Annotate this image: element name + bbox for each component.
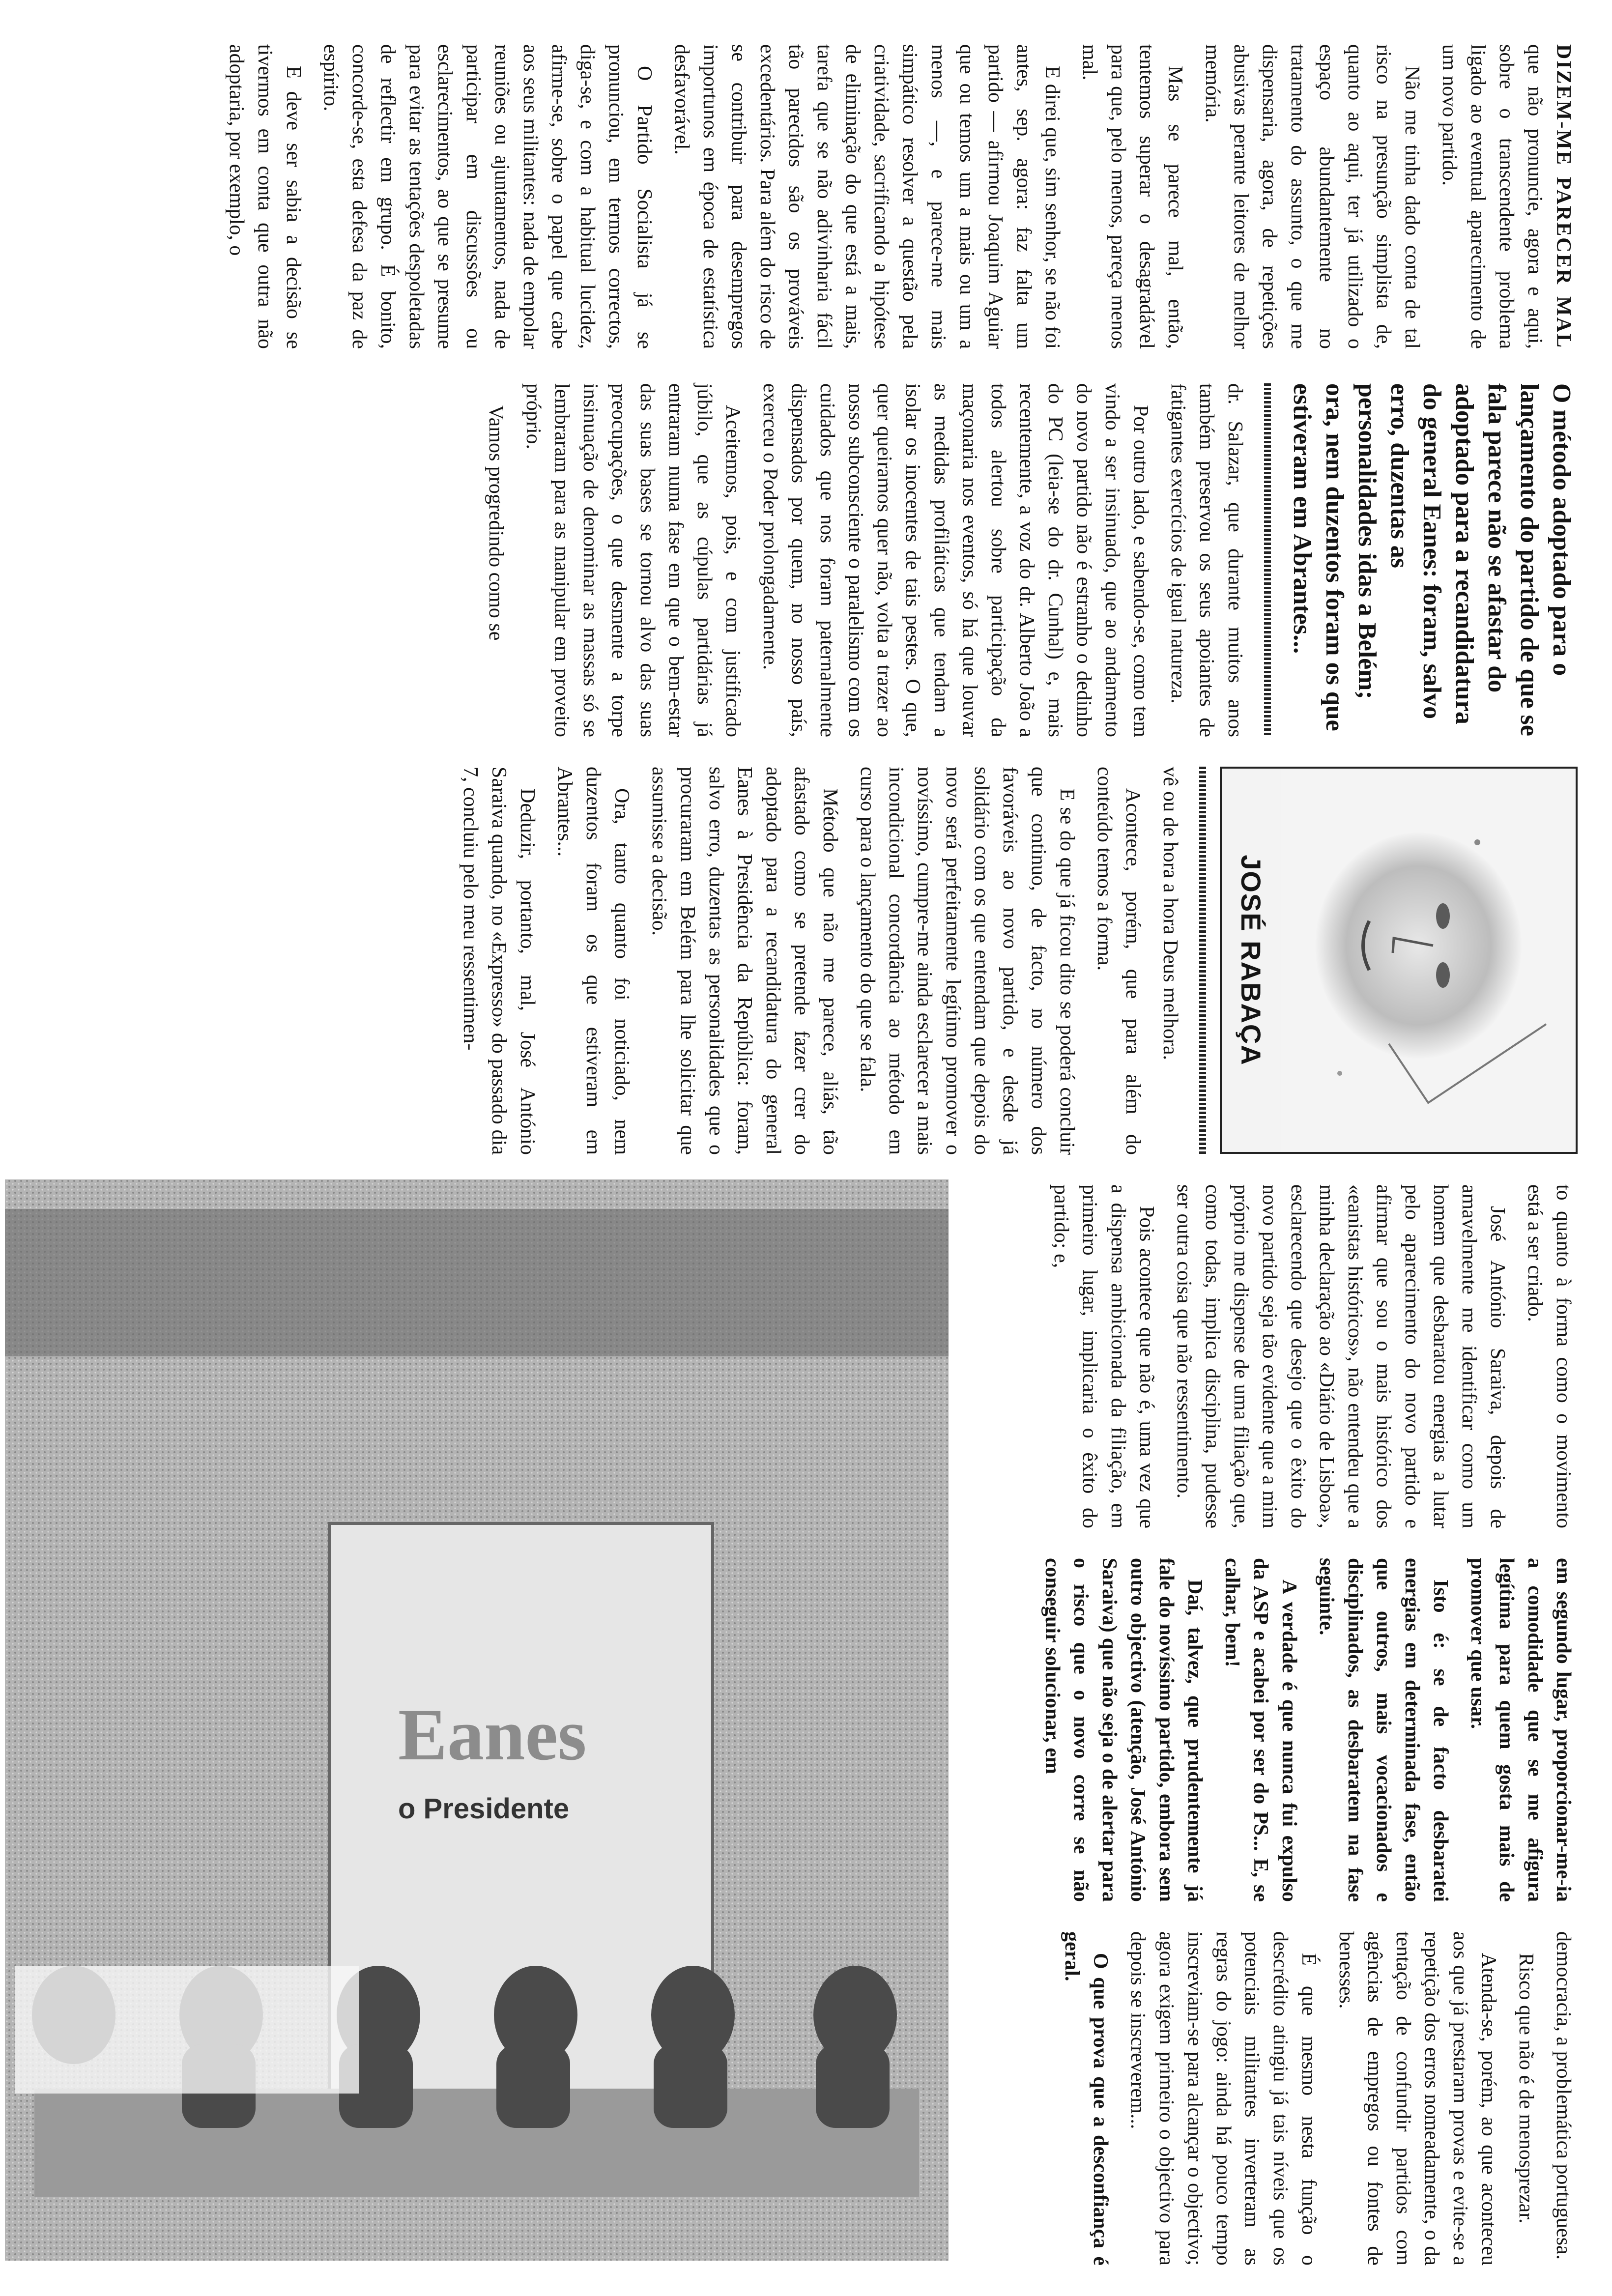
- paragraph: Atenda-se, porém, ao que aconteceu aos que já prestaram provas e evite-se a repetição dos erros nomeadamente, o da tentação de confundir partidos com agências de empregos ou fontes de benesses.: [1335, 1931, 1500, 2266]
- byline-divider: [1199, 767, 1206, 1155]
- paragraph: E deve ser sabia a decisão se tivermos em conta que outra não adoptaria, por exemplo, o: [225, 44, 305, 349]
- article-column-6: [973, 1931, 1578, 2266]
- table: [34, 2089, 919, 2197]
- paragraph: E direi que, sim senhor, se não foi antes, sep. agora: faz falta um partido — afirmou Joaquim Aguiar que ou temos um a mais ou um a menos —, e parece-me mais simpático resolver a questão pela criatividade, sacrificando a hipótese de eliminação do que está a mais, tarefa que se não adivinharia fácil tão parecidos são os prováveis excedentários. Para além do risco de se contribuir para desempregos importunos em época de estatística desfavorável.: [670, 44, 1064, 349]
- paragraph: dr. Salazar, que durante muitos anos também preservou os seus apoiantes de fatigantes exercícios de igual natureza.: [1167, 383, 1246, 737]
- paragraph: Aceitemos, pois, e com justificado júbilo, que as cúpulas partidárias já entraram numa fase em que o bem-estar das suas bases se tornou alvo das suas preocupações, o que desmente a torpe insinuação de denominar as massas só se lembraram para as manipular em proveito próprio.: [522, 383, 744, 737]
- closing-paragraph: O que prova que a desconfiança é geral.: [1061, 1931, 1112, 2266]
- pull-quote: O método adoptado para o lançamento do partido de que se fala parece não se afastar do adoptado para a recandidatura do general Eanes: foram, salvo erro, duzentas as personalidades idas a Belém; ora, nem duzentos foram os que estiveram em Abrantes...: [1288, 383, 1576, 736]
- paragraph: José António Saraiva, depois de amavelmente me identificar como um homem que desbaratou energias a lutar pelo aparecimento do novo partido e afirmar que sou o mais histórico dos «eanistas históricos», não entendeu que a minha declaração ao «Diário de Lisboa», esclarecendo que desejo que o êxito do novo partido seja tão evidente que a mim próprio me dispense de uma filiação que, como todas, implica disciplina, pudesse ser outra coisa que não ressentimento.: [1173, 1184, 1509, 1528]
- article-column-1: [213, 44, 1578, 349]
- paragraph: É que mesmo nesta função o descrédito atingiu já tais níveis que os potenciais militantes inverteram as regras do jogo: ainda há pouco tempo inscreviam-se para alcançar o objectivo; agora exigem primeiro o objectivo para depois se inscreverem...: [1126, 1931, 1320, 2266]
- column-divider: [1264, 383, 1271, 737]
- paragraph: Vamos progredindo como se: [485, 405, 507, 641]
- photo-image: [5, 1179, 949, 2261]
- paragraph: Risco que não é de menosprezar.: [1515, 1953, 1537, 2224]
- banner-subtitle: o Presidente: [398, 1793, 570, 1825]
- article-column-4: [973, 1184, 1578, 1528]
- paragraph: O Partido Socialista já se pronunciou, em termos correctos, diga-se, e com a habitual lucidez, afirme-se, sobre o papel que cabe aos seus militantes: nada de empolar reuniões ou ajuntamentos, nada de participar em discussões ou esclarecimentos, ao que se presume para evitar as tentações despoletadas de reflectir em grupo. É bonito, concorde-se, esta defesa da paz de espírito.: [319, 44, 656, 349]
- paragraph: Ora, tanto quanto foi noticiado, nem duzentos foram os que estiveram em Abrantes...: [553, 767, 633, 1155]
- author-portrait: [1281, 769, 1576, 1152]
- paragraph: Isto é: se de facto desbaratei energias em determinada fase, então que outros, mais vocacionados e disciplinados, as desbaratem na fase seguinte.: [1315, 1558, 1452, 1902]
- paragraph: Mas se parece mal, então, tentemos superar o desagradável para que, pelo menos, pareça menos mal.: [1078, 44, 1186, 349]
- paragraph: Deduzir, portanto, mal, José António Saraiva quando, no «Expresso» do passado dia 7, concluiu pelo meu ressentimen-: [459, 767, 539, 1155]
- paragraph: vê ou de hora a hora Deus melhora.: [1159, 767, 1181, 1061]
- paragraph: Por outro lado, e sabendo-se, como tem vindo a ser insinuado, que ao andamento do novo partido não é estranho o dedinho do PC (leia-se do dr. Cunhal) e, mais recentemente, a voz do dr. Alberto João a todos alertou sobre participação da maçonaria nos eventos, só há que louvar as medidas profiláticas que tendam a isolar os inocentes de tais pestes. O que, quer queiramos quer não, volta a trazer ao nosso subconsciente o paralelismo com os cuidados que nos foram paternalmente dispensados por quem, no nosso país, exerceu o Poder prolongadamente.: [759, 383, 1152, 737]
- opening-text: que não pronuncie, agora e aqui, sobre o transcendente problema ligado ao eventual aparecimento de um novo partido.: [1438, 44, 1546, 349]
- paragraph: Daí, talvez, que prudentemente já fale do novíssimo partido, embora sem outro objectivo (atenção, José António Saraiva) que não seja o de alertar para o risco que o novo corre se não conseguir solucionar, em: [1041, 1558, 1206, 1902]
- paragraph: to quanto à forma como o movimento está a ser criado.: [1524, 1184, 1575, 1528]
- paragraph: Método que não me parece, aliás, tão afastado como se pretende fazer crer do adoptado para a recandidatura do general Eanes à Presidência da República: foram, salvo erro, duzentas as personalidades que o procuraram em Belém para lhe solicitar que assumisse a decisão.: [648, 767, 841, 1155]
- paragraph: Não me tinha dado conta de tal risco na presunção simplista de, quanto ao aqui, ter já utilizado o espaço abundantemente no tratamento do assunto, o que me dispensaria, agora, de repetições abusivas perante leitores de melhor memória.: [1201, 44, 1423, 349]
- article-column-5: [973, 1558, 1578, 1902]
- paragraph: em segundo lugar, proporcionar-me-ia a comodidade que se me afigura legítima para quem gosta mais de promover que usar.: [1467, 1558, 1575, 1902]
- paragraph: Acontece, porém, que para além do conteúdo temos a forma.: [1093, 767, 1144, 1155]
- article-column-3: [447, 767, 1578, 1155]
- opening-paragraph: [1435, 44, 1578, 349]
- author-portrait-box: [1220, 767, 1578, 1154]
- opening-words: DIZEM-ME PARECER MAL: [1552, 44, 1575, 349]
- article-column-2: [473, 383, 1578, 737]
- banner-text: [398, 1694, 586, 1825]
- banner-title: Eanes: [398, 1694, 587, 1776]
- paragraph: A verdade é que nunca fui expulso da ASP e acabei por ser do PS... E, se calhar, bem!: [1221, 1558, 1300, 1902]
- paragraph: E se do que já ficou dito se poderá concluir que continuo, de facto, no número dos favoráveis ao novo partido, e desde já solidário com os que entendam que depois do novo será perfeitamente legítimo promover o novíssimo, cumpre-me ainda esclarecer a mais incondicional concordância ao método em curso para o lançamento do que se fala.: [856, 767, 1078, 1155]
- paragraph: democracia, a problemática portuguesa.: [1552, 1931, 1575, 2260]
- author-name: JOSÉ RABAÇA: [1236, 855, 1267, 1066]
- meeting-photograph: [5, 1179, 949, 2261]
- paragraph: Pois acontece que não é, uma vez que a dispensa ambicionada da filiação, em primeiro lugar, implicaria o êxito do partido; e,: [1050, 1184, 1158, 1528]
